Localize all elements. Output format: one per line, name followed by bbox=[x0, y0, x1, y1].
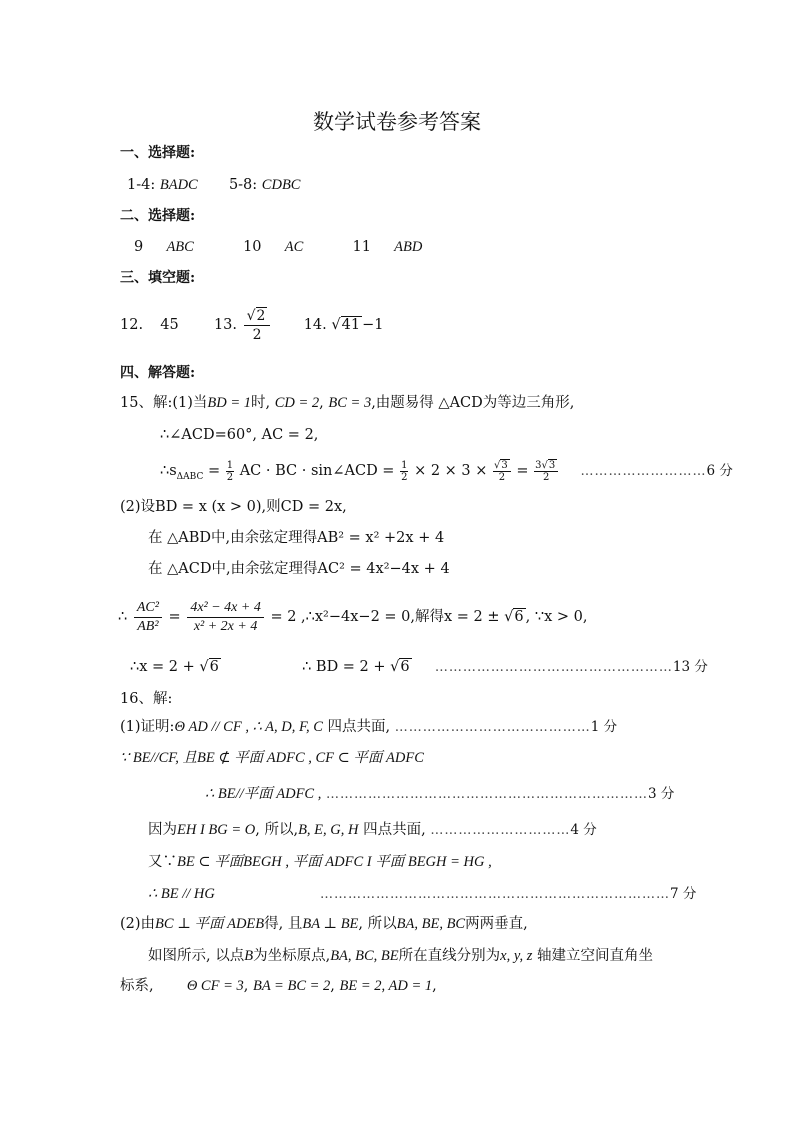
label-12: 12. bbox=[120, 317, 144, 333]
label-13: 13. bbox=[213, 317, 238, 333]
q16-line-7: (2)由BC ⊥ 平面 ADEB得, 且BA ⊥ BE, 所以BA, BE, BC两两垂直, bbox=[120, 916, 528, 932]
answer-11: ABD bbox=[394, 239, 423, 255]
q16-line-3: ∴ BE//平面 ADFC , ……………………………………………………………3 分 bbox=[205, 786, 675, 802]
q15-line-6: 在 △ACD中,由余弦定理得AC² = 4x²−4x + 4 bbox=[148, 561, 450, 577]
answer-line-12-14: 12. 45 13. $\frac{√2}{2}$ 14. √41 −1 bbox=[120, 307, 384, 343]
q15-line-2: ∴∠ACD=60°, AC = 2, bbox=[160, 427, 319, 443]
section-heading-fill-blank: 三、填空题: bbox=[120, 270, 196, 286]
q16-line-2: ∵ BE//CF, 且BE ⊄ 平面 ADFC , CF ⊂ 平面 ADFC bbox=[120, 750, 424, 766]
answer-10: AC bbox=[284, 239, 304, 255]
q15-line-4: (2)设BD = x (x > 0),则CD = 2x, bbox=[120, 499, 347, 515]
page-title: 数学试卷参考答案 bbox=[313, 110, 481, 134]
answer-13-denominator: 2 bbox=[252, 326, 262, 343]
q16-line-6: ∴ BE // HG …………………………………………………………………7 分 bbox=[148, 886, 697, 902]
q16-heading: 16、解: bbox=[120, 691, 173, 707]
q15-line-5: 在 △ABD中,由余弦定理得AB² = x² +2x + 4 bbox=[148, 530, 445, 546]
label-9: 9 bbox=[134, 239, 144, 255]
label-1-4: 1-4: bbox=[127, 177, 156, 193]
section-heading-multi-choice: 二、选择题: bbox=[120, 208, 196, 224]
answer-14-radicand: 41 bbox=[341, 317, 361, 333]
label-14: 14. bbox=[303, 317, 327, 333]
q16-line-8: 如图所示, 以点B为坐标原点,BA, BC, BE所在直线分别为x, y, z 轴建立空间直角坐 bbox=[148, 948, 653, 964]
answer-12: 45 bbox=[160, 317, 179, 333]
q16-dot-leader-4: ………………………… bbox=[430, 823, 571, 838]
section-heading-choice: 一、选择题: bbox=[120, 145, 196, 161]
q15-line-3: $\therefore s_{\Delta ABC}$ = $\frac{1}{2}$ AC · BC · sin∠ACD = $\frac{1}{2}$ × 2 × 3 × $\frac{√3}{2}$ = $\frac{3√3}{2}$ ………………………6 分 bbox=[160, 459, 733, 483]
q16-line-1: (1)证明:Θ AD // CF , ∴ A, D, F, C 四点共面, ……………………………………1 分 bbox=[120, 719, 618, 735]
answer-1-4: BADC bbox=[159, 177, 198, 193]
answer-13-fraction: $\frac{√2}{2}$ bbox=[244, 307, 271, 344]
answer-9: ABC bbox=[166, 239, 194, 255]
answer-14-rest: −1 bbox=[362, 317, 384, 333]
q15-score-6: 6 分 bbox=[706, 463, 733, 479]
label-5-8: 5-8: bbox=[228, 177, 258, 193]
q16-score-1: 1 分 bbox=[590, 719, 618, 735]
label-11: 11 bbox=[352, 239, 371, 255]
q16-line-9: 标系, Θ CF = 3, BA = BC = 2, BE = 2, AD = 1, bbox=[120, 978, 437, 994]
answer-line-1-8 bbox=[127, 175, 300, 195]
q15-score-13: 13 分 bbox=[672, 659, 708, 675]
q15-line-7: ∴ $\frac{\text{AC²}}{\text{AB²}}$ = $\frac{\text{4x² − 4x + 4}}{\text{x² + 2x + 4}}$ = 2 ,∴x²−4x−2 = 0,解得x = 2 ± √6 , ∵x > 0, bbox=[118, 599, 588, 634]
q16-score-3: 3 分 bbox=[647, 786, 675, 802]
q15-dot-leader-1: ……………………… bbox=[580, 464, 707, 479]
q15-dot-leader-2: …………………………………………… bbox=[434, 660, 673, 675]
q16-dot-leader-3: …………………………………………………………… bbox=[325, 787, 648, 802]
q15-line-1: 15、解:(1)当BD = 1时, CD = 2, BC = 3,由题易得 △ACD为等边三角形, bbox=[120, 395, 575, 411]
q16-dot-leader-6: ………………………………………………………………… bbox=[320, 887, 671, 902]
label-10: 10 bbox=[243, 239, 262, 255]
answer-line-9-11 bbox=[134, 237, 422, 257]
q16-score-4: 4 分 bbox=[570, 822, 597, 838]
section-heading-solutions: 四、解答题: bbox=[120, 365, 196, 381]
answer-5-8: CDBC bbox=[261, 177, 301, 193]
q16-dot-leader-1: …………………………………… bbox=[394, 720, 591, 735]
q16-line-5: 又∵BE ⊂ 平面BEGH , 平面 ADFC I 平面 BEGH = HG , bbox=[148, 854, 492, 870]
q16-score-7: 7 分 bbox=[670, 886, 697, 902]
q16-line-4: 因为EH I BG = O, 所以,B, E, G, H 四点共面, …………………………4 分 bbox=[148, 822, 597, 838]
q15-line-8: ∴x = 2 + √6 ∴ BD = 2 + √6 ……………………………………………13 分 bbox=[130, 659, 708, 675]
answer-13-numerator: 2 bbox=[256, 307, 266, 324]
